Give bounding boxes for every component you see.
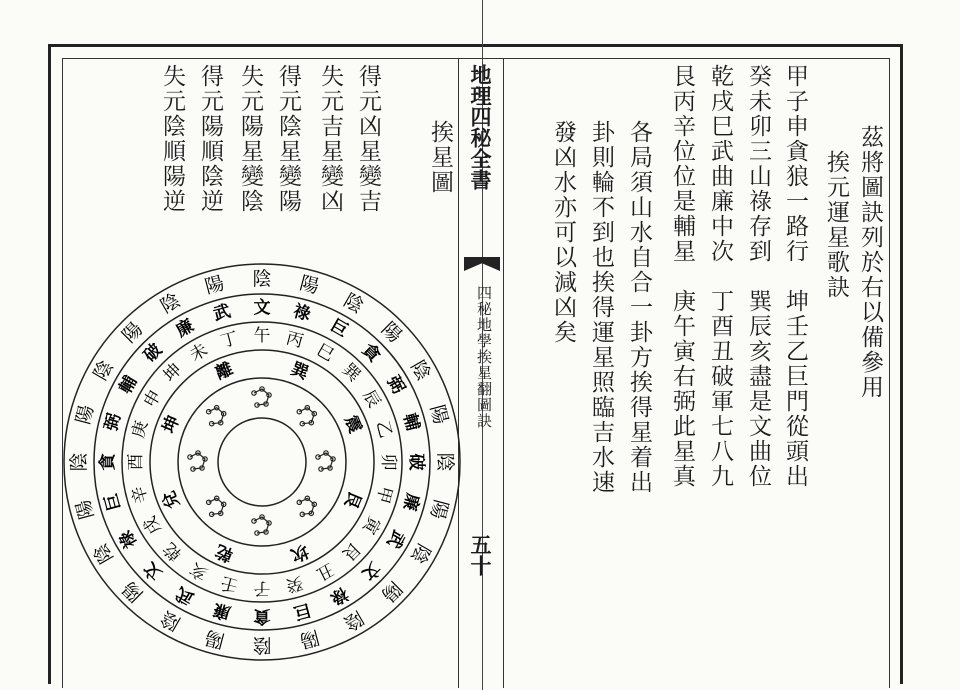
left-col-1: 得元凶星變吉	[355, 64, 381, 214]
left-col-4: 失元陽星變陰	[237, 64, 263, 214]
constellation-4	[252, 387, 271, 407]
spine-book-title: 地理四秘全書	[468, 64, 493, 190]
star-label-4: 武	[382, 526, 409, 552]
star-label-1: 巨	[291, 598, 313, 623]
mountain-label-0: 子	[253, 578, 271, 598]
diagram-title: 挨星圖	[427, 120, 453, 195]
yinyang-label-19: 陽	[72, 497, 99, 522]
yinyang-label-20: 陰	[89, 539, 118, 568]
right-col-8: 卦則輪不到也挨得運星照臨吉水速	[588, 120, 614, 495]
trigram-label-4: 離	[212, 359, 237, 384]
yinyang-label-22: 陰	[156, 606, 185, 635]
right-col-4: 癸未卯三山祿存到 巽辰亥盡是文曲位	[745, 64, 771, 489]
constellation-2	[316, 451, 335, 471]
yinyang-label-2: 陰	[339, 606, 368, 635]
yinyang-label-18: 陰	[68, 452, 90, 472]
mountain-label-11: 丙	[283, 328, 306, 353]
wheel-ring-3	[122, 322, 402, 602]
yinyang-label-14: 陰	[156, 289, 185, 318]
yinyang-label-17: 陽	[72, 402, 99, 427]
trigram-label-1: 艮	[340, 487, 365, 512]
trigram-label-2: 震	[340, 412, 365, 437]
constellation-7	[207, 496, 226, 516]
star-label-5: 廉	[398, 491, 423, 513]
constellation-6	[188, 451, 207, 471]
star-label-7: 輔	[398, 411, 423, 433]
spine-page-number: 五十	[468, 534, 493, 576]
constellation-0	[252, 515, 271, 535]
star-label-6: 破	[406, 453, 426, 471]
star-label-15: 破	[140, 340, 167, 367]
yinyang-label-8: 陰	[406, 356, 435, 385]
yinyang-label-21: 陽	[118, 576, 148, 606]
star-label-9: 貪	[357, 340, 384, 367]
mountain-label-17: 庚	[128, 418, 153, 441]
left-col-3: 得元陰星變陽	[275, 64, 301, 214]
yinyang-label-9: 陽	[376, 318, 406, 348]
wheel-ring-4	[150, 350, 374, 574]
right-col-6: 艮丙辛位位是輔星 庚午寅右弼此星真	[669, 64, 695, 489]
star-label-17: 弼	[101, 411, 126, 433]
constellation-5	[207, 406, 226, 426]
mountain-label-1: 癸	[283, 571, 306, 596]
mountain-label-21: 乾	[159, 538, 186, 565]
wheel-ring-1	[64, 264, 460, 660]
mountain-label-6: 卯	[378, 453, 398, 471]
star-label-2: 祿	[326, 582, 352, 609]
trigram-label-3: 巽	[287, 359, 312, 384]
star-label-22: 武	[172, 582, 198, 609]
wheel-ring-6	[218, 418, 306, 506]
mountain-label-5: 甲	[371, 483, 396, 506]
mountain-label-15: 坤	[159, 359, 186, 386]
mountain-label-19: 辛	[128, 483, 153, 506]
left-col-6: 失元陰順陽逆	[159, 64, 185, 214]
left-col-2: 失元吉星變凶	[317, 64, 343, 214]
star-label-18: 貪	[98, 453, 118, 471]
right-col-1: 茲將圖訣列於右以備參用	[857, 125, 883, 400]
star-label-20: 祿	[115, 526, 142, 552]
right-col-5: 乾戌巳武曲廉中次 丁酉丑破軍七八九	[707, 64, 733, 489]
yinyang-label-15: 陽	[118, 318, 148, 348]
mountain-label-20: 戌	[139, 512, 166, 538]
star-label-19: 巨	[101, 491, 126, 513]
star-label-8: 弼	[382, 372, 409, 398]
star-label-12: 文	[253, 298, 271, 318]
trigram-label-7: 乾	[212, 540, 237, 565]
yinyang-label-11: 陽	[297, 272, 322, 299]
right-col-2: 挨元運星歌訣	[823, 150, 849, 300]
mountain-label-4: 寅	[358, 512, 385, 538]
star-label-16: 輔	[115, 372, 142, 398]
yinyang-label-12: 陰	[252, 268, 272, 290]
yinyang-label-13: 陽	[202, 272, 227, 299]
mountain-label-7: 乙	[371, 418, 396, 441]
yinyang-label-23: 陽	[202, 625, 227, 652]
mountain-label-18: 酉	[126, 453, 146, 471]
yinyang-label-3: 陽	[376, 576, 406, 606]
wheel-ring-5	[178, 378, 346, 546]
star-label-3: 文	[357, 557, 384, 584]
constellation-1	[297, 496, 316, 516]
mountain-label-14: 未	[186, 339, 212, 366]
trigram-label-6: 兌	[159, 487, 184, 512]
right-col-7: 各局須山水自合一卦方挨得星着出	[626, 120, 652, 495]
star-label-10: 巨	[326, 315, 352, 342]
mountain-label-3: 艮	[338, 538, 365, 565]
trigram-label-5: 坤	[159, 412, 184, 437]
star-label-23: 廉	[211, 598, 233, 623]
star-label-13: 武	[211, 301, 233, 326]
star-label-21: 文	[140, 557, 167, 584]
mountain-label-12: 午	[253, 326, 271, 346]
mountain-label-13: 丁	[218, 328, 241, 353]
mountain-label-22: 亥	[186, 558, 212, 585]
yinyang-label-6: 陰	[434, 452, 456, 472]
mountain-label-8: 辰	[358, 386, 385, 412]
trigram-label-0: 坎	[287, 540, 312, 565]
yinyang-label-10: 陰	[339, 289, 368, 318]
yinyang-label-0: 陰	[252, 634, 272, 656]
right-col-9: 發凶水亦可以減凶矣	[550, 120, 576, 345]
mountain-label-23: 壬	[218, 571, 241, 596]
left-col-5: 得元陽順陰逆	[197, 64, 223, 214]
spine-section-title: 四秘地學挨星翻圖訣	[475, 285, 493, 429]
yinyang-label-16: 陰	[89, 356, 118, 385]
star-label-14: 廉	[172, 315, 198, 342]
constellation-3	[297, 406, 316, 426]
yinyang-label-7: 陽	[425, 402, 452, 427]
yinyang-label-4: 陰	[406, 539, 435, 568]
right-col-3: 甲子申貪狼一路行 坤壬乙巨門從頭出	[782, 64, 808, 489]
yinyang-label-1: 陽	[297, 625, 322, 652]
star-label-11: 祿	[291, 301, 313, 326]
mountain-label-16: 申	[139, 386, 166, 412]
mountain-label-10: 巳	[312, 339, 338, 366]
yinyang-label-5: 陽	[425, 497, 452, 522]
mountain-label-9: 巽	[338, 359, 365, 386]
mountain-label-2: 丑	[312, 558, 338, 585]
star-label-0: 貪	[253, 606, 271, 626]
